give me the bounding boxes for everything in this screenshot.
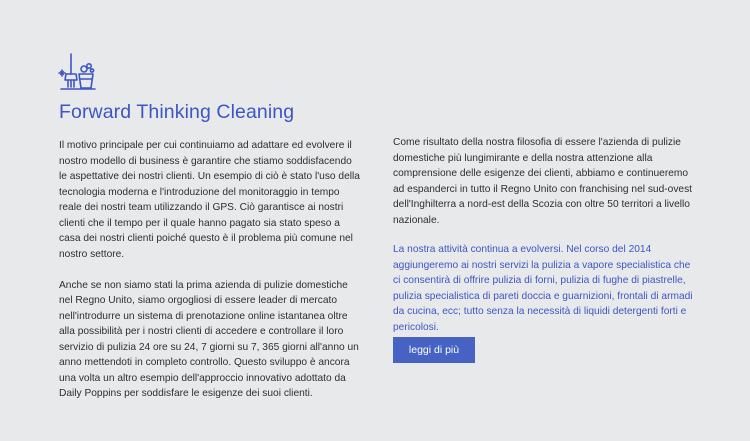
section-title: Forward Thinking Cleaning	[59, 101, 295, 123]
right-paragraph-1: Come risultato della nostra filosofia di essere l'azienda di pulizie domestiche più lungimirante e della nostra attenzione alla comprensione delle esigenze dei clienti, abbiamo e continueremo ad espanderci in tutto il Regno Unito con franchising nel sud-ovest dell'Inghilterra a nord-est della Scozia con oltre 50 territori a livello nazionale.	[393, 137, 693, 226]
right-paragraph-2: La nostra attività continua a evolversi. Nel corso del 2014 aggiungeremo ai nostri servizi la pulizia a vapore specialistica che ci consentirà di offrire pulizia di forni, pulizia di fughe di piastrelle, pulizia specialistica di pareti doccia e guarnizioni, frontali di armadi da cucina, ecc; tutto senza la necessità di liquidi detergenti forti e pericolosi.	[393, 244, 693, 333]
right-column	[393, 135, 693, 335]
read-more-button[interactable]: leggi di più	[393, 337, 475, 363]
left-paragraph-2: Anche se non siamo stati la prima azienda di pulizie domestiche nel Regno Unito, siamo orgogliosi di essere leader di mercato nell'introdurre un sistema di prenotazione online istantanea oltre alla possibilità per i nostri clienti di accedere e controllare il loro servizio di pulizia 24 ore su 24, 7 giorni su 7, 365 giorni all'anno un anno mettendoti in completo controllo. Questo sviluppo è ancora una volta un altro esempio dell'approccio innovativo adottato da Daily Poppins per soddisfare le esigenze dei suoi clienti.	[59, 279, 359, 399]
cleaning-supplies-icon	[58, 52, 98, 92]
left-column	[59, 138, 361, 402]
left-paragraph-1: Il motivo principale per cui continuiamo ad adattare ed evolvere il nostro modello di business è garantire che stiamo soddisfacendo le aspettative dei nostri clienti. Un esempio di ciò è stato l'uso della tecnologia moderna e l'introduzione del monitoraggio in tempo reale dei nostri team utilizzando il GPS. Ciò garantisce ai nostri clienti che il tempo per il quale hanno pagato sia stato speso a casa dei nostri clienti poiché questo è il problema più comune nel nostro settore.	[59, 140, 360, 260]
